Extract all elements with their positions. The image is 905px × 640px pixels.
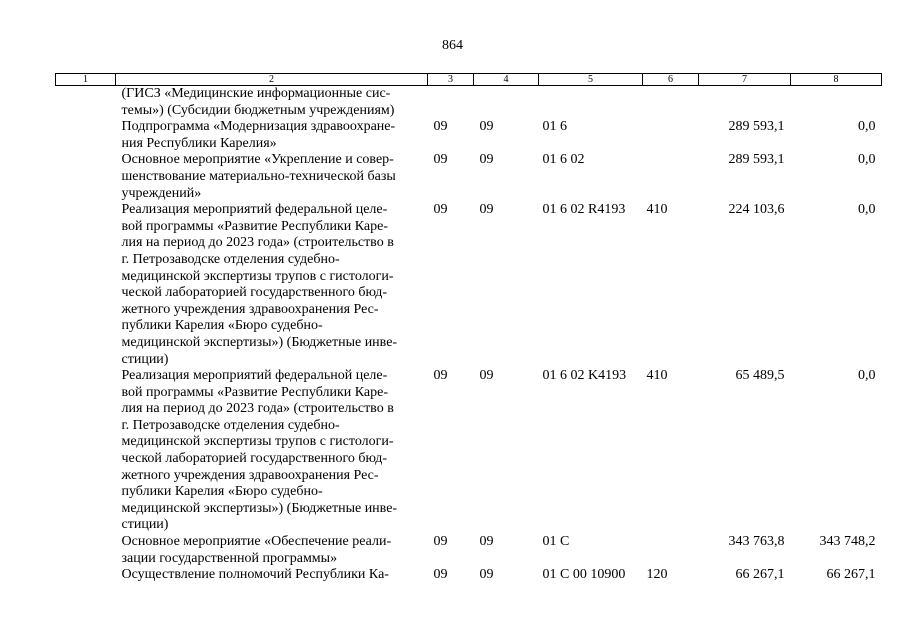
expense-type-cell — [643, 119, 699, 152]
item-name-line: учреждений» — [121, 185, 202, 201]
item-name-line: зации государственной программы» — [121, 550, 338, 566]
section-code-cell: 09 — [433, 152, 448, 168]
target-article-cell: 01 C 00 10900 — [542, 567, 626, 583]
target-article-cell: 01 C — [542, 534, 570, 550]
item-name-line: Реализация мероприятий федеральной целе- — [121, 202, 388, 218]
item-name-line: Осуществление полномочий Республики Ка- — [121, 567, 389, 583]
item-name-cell — [116, 152, 428, 202]
expense-type-cell — [643, 152, 699, 202]
item-name-line: г. Петрозаводске отделения судебно- — [121, 417, 340, 433]
header-row — [56, 74, 882, 86]
item-name-line: вой программы «Развитие Республики Каре- — [121, 384, 389, 400]
target-article-cell: 01 6 02 — [542, 152, 585, 168]
row-number-cell — [56, 86, 116, 120]
row-number-cell — [56, 567, 116, 584]
item-name-line: жетного учреждения здравоохранения Рес- — [121, 467, 379, 483]
amount-cell: 289 593,1 — [728, 152, 785, 168]
expense-type-cell: 410 — [646, 202, 668, 218]
amount-cell: 343 763,8 — [728, 534, 785, 550]
item-name-line: темы») (Субсидии бюджетным учреждениям) — [121, 102, 395, 118]
item-name-line: жетного учреждения здравоохранения Рес- — [121, 301, 379, 317]
item-name-cell — [116, 119, 428, 152]
item-name-line: лия на период до 2023 года» (строительство в — [121, 235, 394, 251]
row-number-cell — [56, 368, 116, 534]
table-row — [56, 86, 882, 120]
item-name-line: Основное мероприятие «Обеспечение реали- — [121, 534, 392, 550]
amount-cell: 343 748,2 — [819, 534, 876, 550]
amount-cell: 66 267,1 — [735, 567, 785, 583]
table-row — [56, 119, 882, 152]
row-number-cell — [56, 534, 116, 567]
item-name-line: стиции) — [121, 351, 169, 367]
column-header-6: 6 — [643, 74, 699, 86]
section-code-cell: 09 — [433, 119, 448, 135]
item-name-line: медицинской экспертизы трупов с гистологи- — [121, 434, 394, 450]
subsection-code-cell — [474, 86, 539, 120]
subsection-code-cell: 09 — [479, 567, 494, 583]
item-name-line: Основное мероприятие «Укрепление и совер- — [121, 152, 394, 168]
section-code-cell — [428, 86, 474, 120]
item-name-cell — [116, 567, 428, 584]
item-name-line: лия на период до 2023 года» (строительство в — [121, 401, 394, 417]
item-name-line: публики Карелия «Бюро судебно- — [121, 484, 323, 500]
amount-cell: 0,0 — [858, 119, 876, 135]
expense-type-cell — [643, 86, 699, 120]
table-body — [56, 86, 882, 584]
column-header-8: 8 — [791, 74, 882, 86]
column-header-3: 3 — [428, 74, 474, 86]
amount-cell — [699, 86, 791, 120]
item-name-line: медицинской экспертизы») (Бюджетные инве- — [121, 500, 398, 516]
budget-table — [55, 73, 882, 584]
section-code-cell: 09 — [433, 567, 448, 583]
item-name-line: шенствование материально-технической базы — [121, 168, 396, 184]
item-name-line: Подпрограмма «Модернизация здравоохране- — [121, 119, 396, 135]
amount-cell: 66 267,1 — [826, 567, 876, 583]
page-number: 864 — [442, 38, 463, 53]
item-name-line: стиции) — [121, 517, 169, 533]
target-article-cell: 01 6 02 K4193 — [542, 368, 627, 384]
subsection-code-cell: 09 — [479, 152, 494, 168]
table-row — [56, 152, 882, 202]
item-name-line: публики Карелия «Бюро судебно- — [121, 318, 323, 334]
target-article-cell: 01 6 02 R4193 — [542, 202, 626, 218]
column-header-2: 2 — [116, 74, 428, 86]
item-name-line: медицинской экспертизы») (Бюджетные инве- — [121, 334, 398, 350]
item-name-line: ческой лабораторией государственного бюд- — [121, 285, 388, 301]
item-name-cell — [116, 86, 428, 120]
item-name-cell — [116, 202, 428, 368]
expense-type-cell: 410 — [646, 368, 668, 384]
target-article-cell — [539, 86, 643, 120]
expense-type-cell: 120 — [646, 567, 668, 583]
column-header-1: 1 — [56, 74, 116, 86]
item-name-line: ния Республики Карелия» — [121, 135, 277, 151]
amount-cell: 289 593,1 — [728, 119, 785, 135]
item-name-cell — [116, 368, 428, 534]
table-row — [56, 202, 882, 368]
item-name-line: медицинской экспертизы трупов с гистологи- — [121, 268, 394, 284]
row-number-cell — [56, 119, 116, 152]
row-number-cell — [56, 152, 116, 202]
item-name-cell — [116, 534, 428, 567]
row-number-cell — [56, 202, 116, 368]
expense-type-cell — [643, 534, 699, 567]
section-code-cell: 09 — [433, 534, 448, 550]
section-code-cell: 09 — [433, 368, 448, 384]
column-header-4: 4 — [474, 74, 539, 86]
item-name-line: вой программы «Развитие Республики Каре- — [121, 218, 389, 234]
amount-cell: 0,0 — [858, 152, 876, 168]
item-name-line: Реализация мероприятий федеральной целе- — [121, 368, 388, 384]
amount-cell: 0,0 — [858, 368, 876, 384]
amount-cell: 65 489,5 — [735, 368, 785, 384]
subsection-code-cell: 09 — [479, 534, 494, 550]
subsection-code-cell: 09 — [479, 202, 494, 218]
column-header-7: 7 — [699, 74, 791, 86]
amount-cell: 0,0 — [858, 202, 876, 218]
target-article-cell: 01 6 — [542, 119, 567, 135]
item-name-line: г. Петрозаводске отделения судебно- — [121, 251, 340, 267]
section-code-cell: 09 — [433, 202, 448, 218]
column-header-5: 5 — [539, 74, 643, 86]
item-name-line: (ГИСЗ «Медицинские информационные сис- — [121, 86, 391, 101]
item-name-line: ческой лабораторией государственного бюд- — [121, 451, 388, 467]
table-row — [56, 368, 882, 534]
table-row — [56, 567, 882, 584]
table-row — [56, 534, 882, 567]
subsection-code-cell: 09 — [479, 119, 494, 135]
amount-cell — [791, 86, 882, 120]
subsection-code-cell: 09 — [479, 368, 494, 384]
amount-cell: 224 103,6 — [728, 202, 785, 218]
